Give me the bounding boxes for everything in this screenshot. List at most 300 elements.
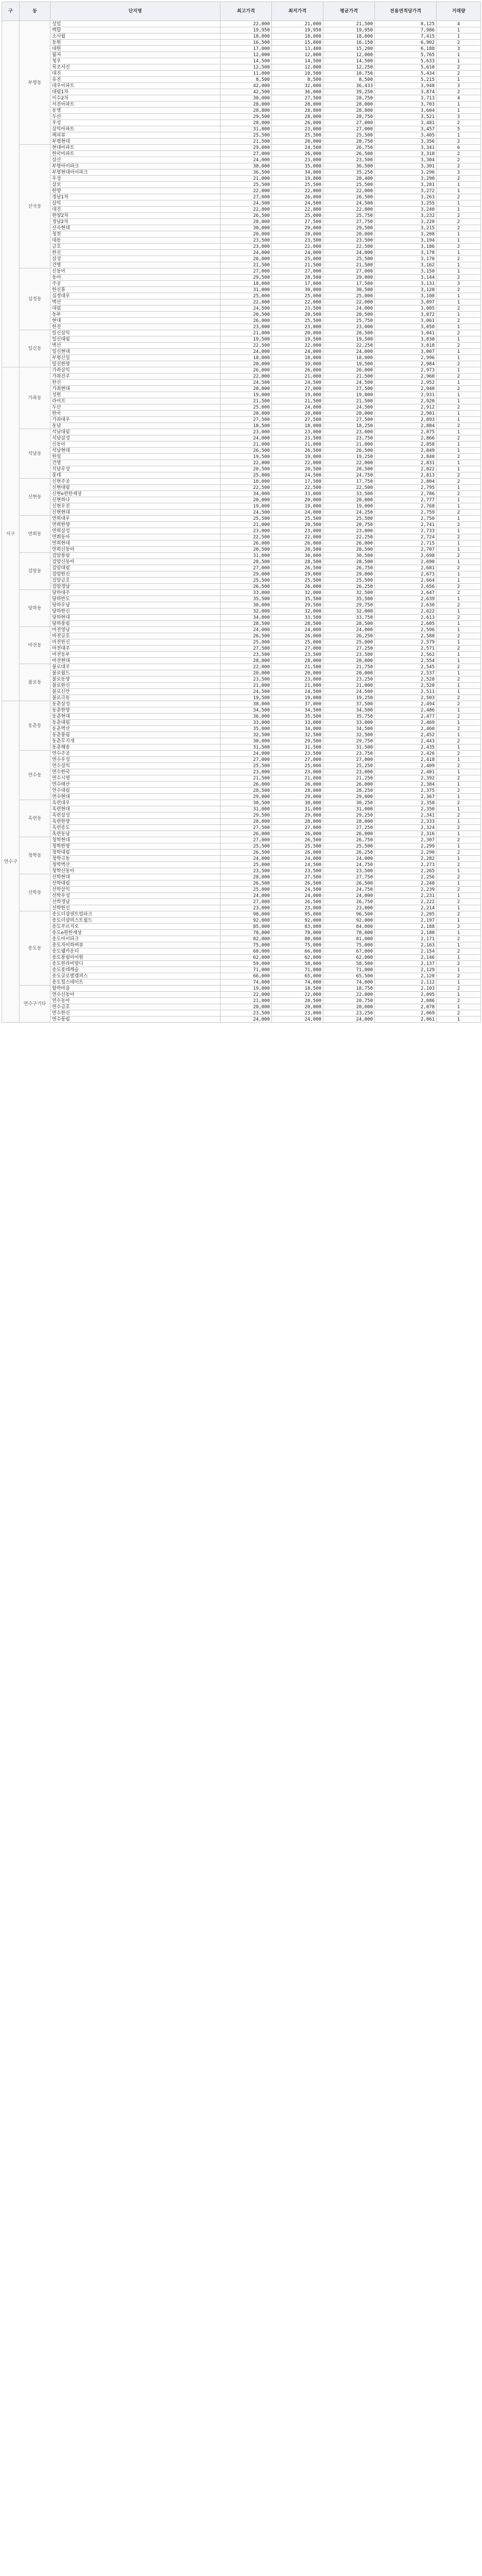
price-per-area-cell: 2,571 — [375, 646, 437, 652]
table-row[interactable] — [2, 330, 481, 336]
avg-price-cell: 27,000 — [323, 126, 375, 132]
complex-name-cell: 대우아파트 — [50, 83, 220, 89]
table-row[interactable] — [2, 411, 481, 417]
trade-count-cell: 1 — [437, 608, 481, 615]
dong-cell: 동춘동 — [20, 701, 50, 751]
table-row[interactable] — [2, 701, 481, 707]
max-price-cell: 22,800 — [220, 207, 272, 213]
avg-price-cell: 10,750 — [323, 71, 375, 77]
table-row[interactable] — [2, 930, 481, 936]
table-row[interactable] — [2, 176, 481, 182]
table-row[interactable] — [2, 534, 481, 540]
table-row[interactable] — [2, 540, 481, 547]
trade-count-cell: 2 — [437, 800, 481, 806]
avg-price-cell: 24,000 — [323, 1016, 375, 1023]
table-row[interactable] — [2, 819, 481, 825]
table-row[interactable] — [2, 621, 481, 627]
table-row[interactable] — [2, 967, 481, 973]
trade-count-cell: 1 — [437, 268, 481, 275]
price-per-area-cell: 3,232 — [375, 213, 437, 219]
table-row[interactable] — [2, 942, 481, 948]
table-row[interactable] — [2, 992, 481, 998]
trade-count-cell: 2 — [437, 423, 481, 429]
min-price-cell: 23,000 — [272, 676, 323, 683]
table-row[interactable] — [2, 788, 481, 794]
trade-count-cell: 1 — [437, 918, 481, 924]
table-row[interactable] — [2, 553, 481, 559]
table-row[interactable] — [2, 559, 481, 565]
table-row[interactable] — [2, 114, 481, 120]
avg-price-cell: 28,750 — [323, 95, 375, 101]
avg-price-cell: 26,250 — [323, 850, 375, 856]
table-row[interactable] — [2, 757, 481, 763]
table-row[interactable] — [2, 46, 481, 52]
table-row[interactable] — [2, 782, 481, 788]
max-price-cell: 31,000 — [220, 126, 272, 132]
avg-price-cell: 62,000 — [323, 955, 375, 961]
price-per-area-cell: 2,931 — [375, 392, 437, 398]
table-row[interactable] — [2, 633, 481, 639]
complex-name-cell: 부평아이파크 — [50, 163, 220, 170]
avg-price-cell: 25,000 — [323, 293, 375, 299]
table-row[interactable] — [2, 1016, 481, 1023]
header-dong[interactable]: 동 — [20, 2, 50, 21]
table-row[interactable] — [2, 627, 481, 633]
header-complex-name[interactable]: 단지명 — [50, 2, 220, 21]
header-min-price[interactable]: 최저가격 — [272, 2, 323, 21]
complex-name-cell: 연수우성 — [50, 757, 220, 763]
table-row[interactable] — [2, 318, 481, 324]
table-row[interactable] — [2, 905, 481, 911]
max-price-cell: 24,500 — [220, 306, 272, 312]
table-row[interactable] — [2, 380, 481, 386]
table-row[interactable] — [2, 522, 481, 528]
table-row[interactable] — [2, 454, 481, 460]
table-row[interactable] — [2, 751, 481, 757]
table-row[interactable] — [2, 936, 481, 942]
min-price-cell: 27,000 — [272, 268, 323, 275]
table-row[interactable] — [2, 58, 481, 64]
table-row[interactable] — [2, 460, 481, 466]
table-row[interactable] — [2, 658, 481, 664]
table-row[interactable] — [2, 979, 481, 986]
table-row[interactable] — [2, 608, 481, 615]
table-row[interactable] — [2, 837, 481, 843]
table-row[interactable] — [2, 1004, 481, 1010]
table-row[interactable] — [2, 219, 481, 225]
table-row[interactable] — [2, 800, 481, 806]
table-row[interactable] — [2, 528, 481, 534]
table-row[interactable] — [2, 924, 481, 930]
max-price-cell: 21,500 — [220, 262, 272, 268]
price-per-area-cell: 2,630 — [375, 602, 437, 608]
complex-name-cell: 월자 — [50, 52, 220, 58]
table-row[interactable] — [2, 95, 481, 101]
trade-count-cell: 1 — [437, 639, 481, 646]
table-row[interactable] — [2, 652, 481, 658]
complex-name-cell: 옥련송도 — [50, 825, 220, 831]
table-row[interactable] — [2, 986, 481, 992]
complex-name-cell: 동아 — [50, 275, 220, 281]
max-price-cell: 32,000 — [220, 608, 272, 615]
table-row[interactable] — [2, 182, 481, 188]
table-row[interactable] — [2, 806, 481, 812]
table-row[interactable] — [2, 516, 481, 522]
table-row[interactable] — [2, 584, 481, 590]
price-per-area-cell: 3,318 — [375, 151, 437, 157]
max-price-cell: 21,500 — [220, 139, 272, 145]
max-price-cell: 26,000 — [220, 318, 272, 324]
table-row[interactable] — [2, 497, 481, 503]
table-row[interactable] — [2, 200, 481, 207]
price-per-area-cell: 3,050 — [375, 324, 437, 330]
min-price-cell: 27,000 — [272, 825, 323, 831]
avg-price-cell: 24,500 — [323, 689, 375, 695]
table-row[interactable] — [2, 664, 481, 670]
trade-count-cell: 2 — [437, 151, 481, 157]
table-row[interactable] — [2, 417, 481, 423]
complex-name-cell: 석남우성 — [50, 466, 220, 472]
price-per-area-cell: 3,301 — [375, 163, 437, 170]
price-per-area-cell: 3,030 — [375, 336, 437, 343]
complex-name-cell: 송도한라비발디 — [50, 961, 220, 967]
table-row[interactable] — [2, 695, 481, 701]
table-row[interactable] — [2, 720, 481, 726]
dong-cell: 연수동 — [20, 751, 50, 800]
table-row[interactable] — [2, 670, 481, 676]
apartment-price-table — [2, 2, 481, 1023]
min-price-cell: 29,000 — [272, 225, 323, 231]
table-row[interactable] — [2, 306, 481, 312]
price-per-area-cell: 2,282 — [375, 856, 437, 862]
table-row[interactable] — [2, 355, 481, 361]
complex-name-cell: 검암신동아 — [50, 559, 220, 565]
min-price-cell: 25,000 — [272, 639, 323, 646]
table-row[interactable] — [2, 170, 481, 176]
price-per-area-cell: 2,452 — [375, 732, 437, 738]
table-row[interactable] — [2, 503, 481, 510]
header-max-price[interactable]: 최고가격 — [220, 2, 272, 21]
table-row[interactable] — [2, 139, 481, 145]
table-row[interactable] — [2, 89, 481, 95]
max-price-cell: 34,000 — [220, 491, 272, 497]
table-row[interactable] — [2, 225, 481, 231]
avg-price-cell: 32,500 — [323, 590, 375, 596]
table-row[interactable] — [2, 578, 481, 584]
table-row[interactable] — [2, 911, 481, 918]
table-row[interactable] — [2, 880, 481, 887]
table-row[interactable] — [2, 794, 481, 800]
table-row[interactable] — [2, 238, 481, 244]
table-row[interactable] — [2, 126, 481, 132]
price-per-area-cell: 2,358 — [375, 800, 437, 806]
table-row[interactable] — [2, 312, 481, 318]
max-price-cell: 23,500 — [220, 1010, 272, 1016]
table-row[interactable] — [2, 429, 481, 435]
table-row[interactable] — [2, 120, 481, 126]
max-price-cell: 29,000 — [220, 571, 272, 578]
table-row[interactable] — [2, 874, 481, 880]
table-row[interactable] — [2, 775, 481, 782]
table-row[interactable] — [2, 188, 481, 194]
table-row[interactable] — [2, 998, 481, 1004]
min-price-cell: 29,500 — [272, 738, 323, 744]
max-price-cell: 22,500 — [220, 534, 272, 540]
table-row[interactable] — [2, 646, 481, 652]
complex-name-cell: 연수한신 — [50, 1010, 220, 1016]
trade-count-cell: 1 — [437, 578, 481, 584]
table-row[interactable] — [2, 101, 481, 108]
header-avg-price[interactable]: 평균가격 — [323, 2, 375, 21]
price-per-area-cell: 3,208 — [375, 231, 437, 238]
table-row[interactable] — [2, 602, 481, 608]
table-row[interactable] — [2, 157, 481, 163]
complex-name-cell: 송도글로벌캠퍼스 — [50, 973, 220, 979]
trade-count-cell: 1 — [437, 670, 481, 676]
max-price-cell: 23,000 — [220, 528, 272, 534]
table-row[interactable] — [2, 843, 481, 850]
table-row[interactable] — [2, 145, 481, 151]
table-row[interactable] — [2, 707, 481, 714]
price-per-area-cell: 3,356 — [375, 139, 437, 145]
max-price-cell: 23,000 — [220, 429, 272, 435]
table-row[interactable] — [2, 961, 481, 967]
table-row[interactable] — [2, 71, 481, 77]
table-row[interactable] — [2, 955, 481, 961]
table-row[interactable] — [2, 615, 481, 621]
table-row[interactable] — [2, 868, 481, 874]
table-row[interactable] — [2, 510, 481, 516]
avg-price-cell: 26,750 — [323, 145, 375, 151]
table-row[interactable] — [2, 732, 481, 738]
table-row[interactable] — [2, 596, 481, 602]
min-price-cell: 34,000 — [272, 170, 323, 176]
table-row[interactable] — [2, 442, 481, 448]
avg-price-cell: 20,500 — [323, 312, 375, 318]
table-row[interactable] — [2, 850, 481, 856]
table-row[interactable] — [2, 973, 481, 979]
table-row[interactable] — [2, 479, 481, 485]
table-row[interactable] — [2, 1010, 481, 1016]
table-row[interactable] — [2, 262, 481, 268]
table-row[interactable] — [2, 856, 481, 862]
trade-count-cell: 2 — [437, 454, 481, 460]
max-price-cell: 22,000 — [220, 664, 272, 670]
min-price-cell: 71,000 — [272, 967, 323, 973]
complex-name-cell: 경남2차 — [50, 219, 220, 225]
max-price-cell: 27,000 — [220, 899, 272, 905]
table-row[interactable] — [2, 448, 481, 454]
avg-price-cell: 18,000 — [323, 33, 375, 40]
table-row[interactable] — [2, 349, 481, 355]
min-price-cell: 22,000 — [272, 992, 323, 998]
header-gu[interactable]: 구 — [2, 2, 20, 21]
table-row[interactable] — [2, 435, 481, 442]
table-row[interactable] — [2, 268, 481, 275]
header-price-per-area[interactable]: 전용면적당가격 — [375, 2, 437, 21]
trade-count-cell: 2 — [437, 1010, 481, 1016]
complex-name-cell: 청학신동아 — [50, 868, 220, 874]
table-row[interactable] — [2, 386, 481, 392]
table-row[interactable] — [2, 485, 481, 491]
trade-count-cell: 1 — [437, 497, 481, 503]
table-row[interactable] — [2, 287, 481, 293]
table-row[interactable] — [2, 571, 481, 578]
max-price-cell: 24,000 — [220, 893, 272, 899]
min-price-cell: 27,000 — [272, 757, 323, 763]
complex-name-cell: 마전동부 — [50, 652, 220, 658]
complex-name-cell: 한신휴 — [50, 287, 220, 293]
max-price-cell: 23,000 — [220, 324, 272, 330]
table-row[interactable] — [2, 404, 481, 411]
table-row[interactable] — [2, 639, 481, 646]
table-row[interactable] — [2, 324, 481, 330]
complex-name-cell: 당하반도 — [50, 596, 220, 602]
max-price-cell: 19,950 — [220, 27, 272, 33]
table-row[interactable] — [2, 689, 481, 695]
price-per-area-cell: 2,639 — [375, 596, 437, 602]
trade-count-cell: 1 — [437, 955, 481, 961]
table-row[interactable] — [2, 398, 481, 404]
table-row[interactable] — [2, 831, 481, 837]
table-row[interactable] — [2, 491, 481, 497]
table-row[interactable] — [2, 194, 481, 200]
table-row[interactable] — [2, 744, 481, 751]
min-price-cell: 23,500 — [272, 435, 323, 442]
table-row[interactable] — [2, 374, 481, 380]
price-per-area-cell: 2,426 — [375, 751, 437, 757]
table-row[interactable] — [2, 899, 481, 905]
table-row[interactable] — [2, 27, 481, 33]
table-row[interactable] — [2, 213, 481, 219]
table-row[interactable] — [2, 893, 481, 899]
table-row[interactable] — [2, 392, 481, 398]
trade-count-cell: 1 — [437, 485, 481, 491]
table-row[interactable] — [2, 281, 481, 287]
table-row[interactable] — [2, 763, 481, 769]
price-per-area-cell: 2,248 — [375, 880, 437, 887]
table-row[interactable] — [2, 336, 481, 343]
table-row[interactable] — [2, 714, 481, 720]
max-price-cell: 29,000 — [220, 145, 272, 151]
table-row[interactable] — [2, 738, 481, 744]
table-row[interactable] — [2, 256, 481, 262]
trade-count-cell: 2 — [437, 899, 481, 905]
min-price-cell: 28,500 — [272, 621, 323, 627]
table-row[interactable] — [2, 207, 481, 213]
complex-name-cell: 대동 — [50, 238, 220, 244]
table-row[interactable] — [2, 683, 481, 689]
table-row[interactable] — [2, 887, 481, 893]
min-price-cell: 25,000 — [272, 213, 323, 219]
price-per-area-cell: 2,273 — [375, 862, 437, 868]
complex-name-cell: 송도e편한세상 — [50, 930, 220, 936]
complex-name-cell: 일신한양 — [50, 361, 220, 367]
table-row[interactable] — [2, 862, 481, 868]
table-row[interactable] — [2, 547, 481, 553]
table-row[interactable] — [2, 343, 481, 349]
table-row[interactable] — [2, 163, 481, 170]
table-row[interactable] — [2, 565, 481, 571]
price-per-area-cell: 3,240 — [375, 207, 437, 213]
table-row[interactable] — [2, 83, 481, 89]
price-per-area-cell: 2,777 — [375, 497, 437, 503]
table-row[interactable] — [2, 52, 481, 58]
header-trade-count[interactable]: 거래량 — [437, 2, 481, 21]
min-price-cell: 20,000 — [272, 670, 323, 676]
dong-cell: 선학동 — [20, 874, 50, 911]
table-row[interactable] — [2, 108, 481, 114]
price-per-area-cell: 3,186 — [375, 244, 437, 250]
table-row[interactable] — [2, 361, 481, 367]
table-row[interactable] — [2, 231, 481, 238]
min-price-cell: 25,000 — [272, 293, 323, 299]
table-row[interactable] — [2, 590, 481, 596]
table-row[interactable] — [2, 244, 481, 250]
table-row[interactable] — [2, 676, 481, 683]
max-price-cell: 24,000 — [220, 856, 272, 862]
trade-count-cell: 2 — [437, 948, 481, 955]
trade-count-cell: 2 — [437, 936, 481, 942]
min-price-cell: 24,500 — [272, 689, 323, 695]
trade-count-cell: 2 — [437, 374, 481, 380]
price-per-area-cell: 2,477 — [375, 714, 437, 720]
table-row[interactable] — [2, 250, 481, 256]
table-row[interactable] — [2, 825, 481, 831]
price-per-area-cell: 7,986 — [375, 27, 437, 33]
max-price-cell: 14,500 — [220, 58, 272, 64]
table-row[interactable] — [2, 367, 481, 374]
table-row[interactable] — [2, 293, 481, 299]
table-row[interactable] — [2, 40, 481, 46]
table-row[interactable] — [2, 299, 481, 306]
price-per-area-cell: 2,486 — [375, 707, 437, 714]
table-row[interactable] — [2, 948, 481, 955]
table-row[interactable] — [2, 472, 481, 479]
complex-name-cell: 주공 — [50, 281, 220, 287]
table-row[interactable] — [2, 64, 481, 71]
table-row[interactable] — [2, 918, 481, 924]
table-row[interactable] — [2, 726, 481, 732]
max-price-cell: 24,000 — [220, 435, 272, 442]
trade-count-cell: 1 — [437, 1016, 481, 1023]
trade-count-cell: 2 — [437, 565, 481, 571]
min-price-cell: 29,000 — [272, 571, 323, 578]
avg-price-cell: 27,750 — [323, 874, 375, 880]
table-row[interactable] — [2, 132, 481, 139]
table-row[interactable] — [2, 151, 481, 157]
dong-cell: 당하동 — [20, 590, 50, 627]
complex-name-cell: 선학우성 — [50, 893, 220, 899]
avg-price-cell: 18,750 — [323, 986, 375, 992]
table-row[interactable] — [2, 812, 481, 819]
table-row[interactable] — [2, 466, 481, 472]
max-price-cell: 33,000 — [220, 720, 272, 726]
min-price-cell: 21,000 — [272, 442, 323, 448]
table-row[interactable] — [2, 33, 481, 40]
table-row[interactable] — [2, 423, 481, 429]
table-row[interactable] — [2, 769, 481, 775]
dong-cell: 송도동 — [20, 911, 50, 986]
complex-name-cell: 불로한신 — [50, 683, 220, 689]
table-row[interactable] — [2, 275, 481, 281]
price-per-area-cell: 2,409 — [375, 763, 437, 769]
table-row[interactable] — [2, 77, 481, 83]
min-price-cell: 26,000 — [272, 831, 323, 837]
table-row[interactable] — [2, 21, 481, 27]
avg-price-cell: 27,500 — [323, 386, 375, 392]
avg-price-cell: 22,000 — [323, 299, 375, 306]
